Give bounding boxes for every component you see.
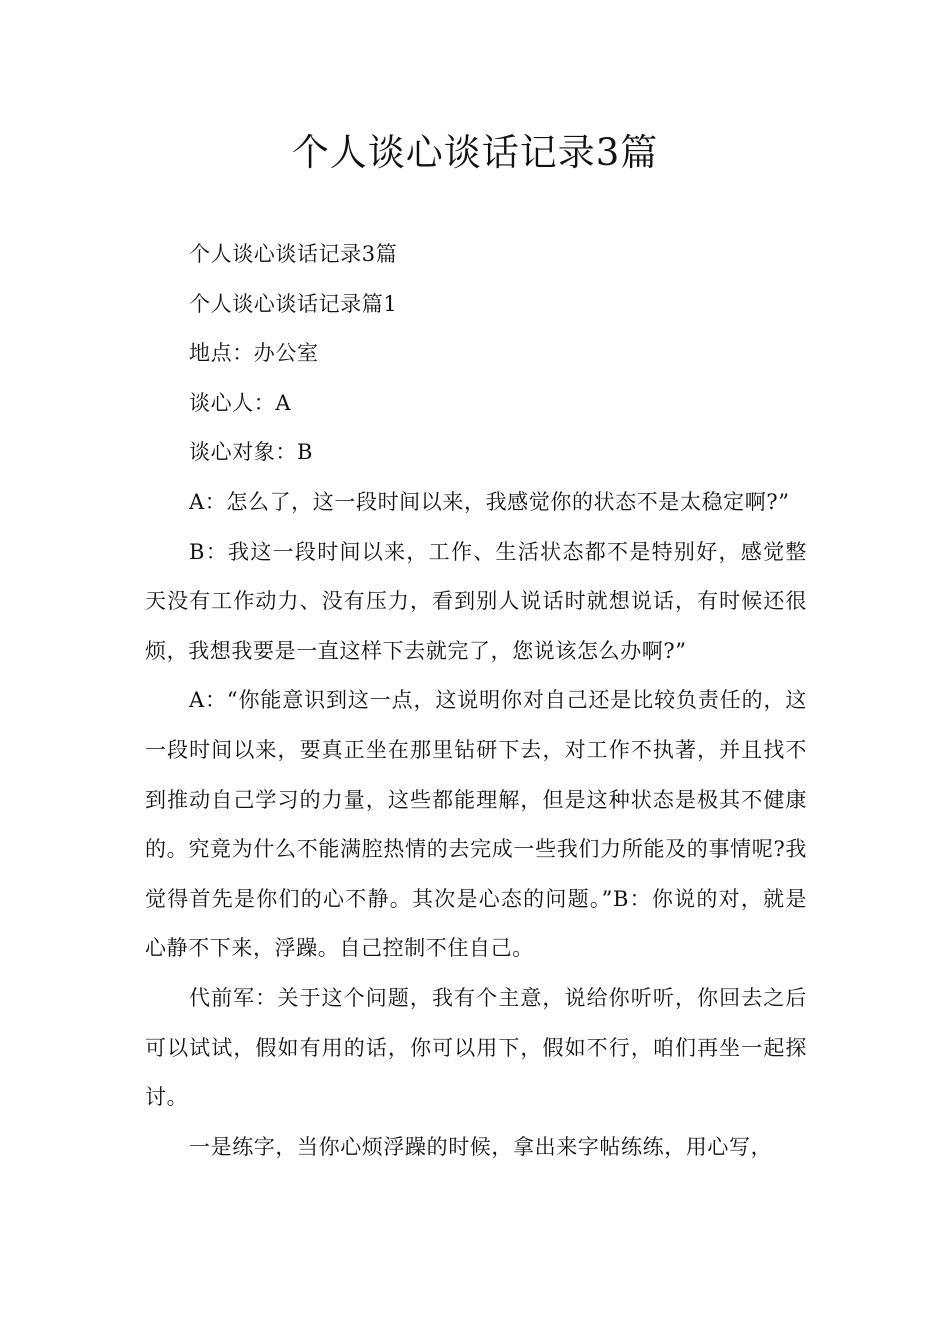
paragraph: 个人谈心谈话记录3篇: [189, 242, 398, 266]
paragraph: 个人谈心谈话记录篇1: [189, 291, 398, 316]
paragraph: 一是练字，当你心烦浮躁的时候，拿出来字帖练练，用心写，: [189, 1134, 773, 1159]
paragraph: B：我这一段时间以来，工作、生活状态都不是特别好，感觉整天没有工作动力、没有压力，看到别人说话时就想说话，有时候还很烦，我想我要是一直这样下去就完了，您说该怎么办啊?”: [145, 539, 807, 663]
document-title: 个人谈心谈话记录3篇: [291, 131, 659, 174]
document-body: [145, 230, 807, 1172]
paragraph: 谈心对象：B: [189, 440, 314, 465]
paragraph: 代前军：关于这个问题，我有个主意，说给你听听，你回去之后可以试试，假如有用的话，你可以用下，假如不行，咱们再坐一起探讨。: [145, 985, 807, 1110]
paragraph: 地点：办公室: [189, 341, 319, 366]
paragraph: A：怎么了，这一段时间以来，我感觉你的状态不是太稳定啊?”: [189, 489, 790, 514]
paragraph: 谈心人：A: [189, 390, 292, 415]
paragraph: A：“你能意识到这一点，这说明你对自己还是比较负责任的，这一段时间以来，要真正坐在那里钻研下去，对工作不执著，并且找不到推动自己学习的力量，这些都能理解，但是这种状态是极其不健康的。究竟为什么不能满腔热情的去完成一些我们力所能及的事情呢?我觉得首先是你们的心不静。其次是心态的问题。”B：你说的对，就是心静不下来，浮躁。自己控制不住自己。: [145, 688, 807, 961]
